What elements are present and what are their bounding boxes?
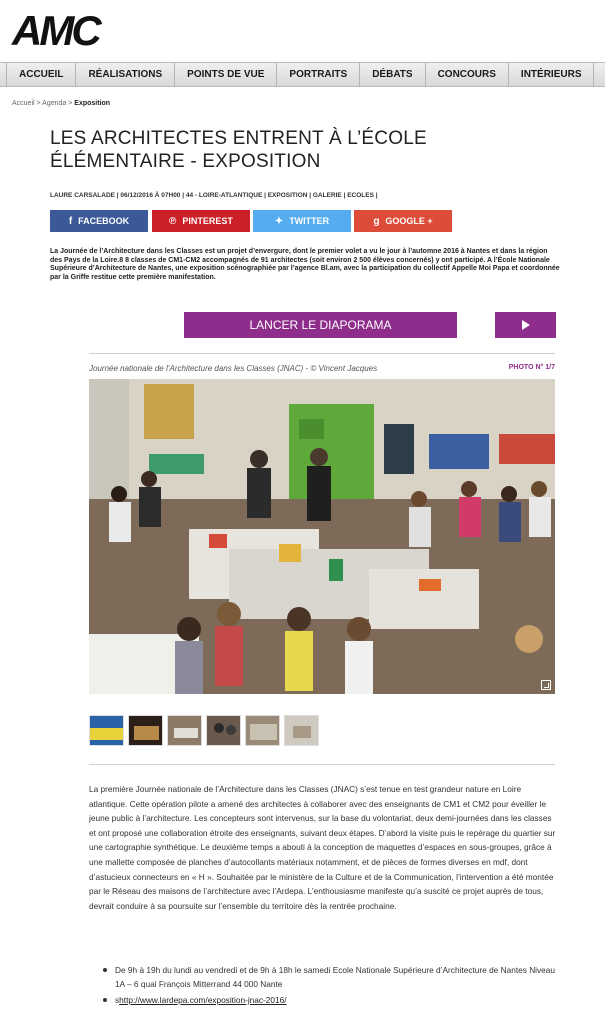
breadcrumb-separator: > [34,100,43,107]
nav-item-interieurs[interactable]: INTÉRIEURS [509,62,595,87]
thumbnail-5[interactable] [245,715,280,746]
nav-item-accueil[interactable]: ACCUEIL [6,62,76,87]
google-plus-icon: g [373,215,380,227]
exhibition-link[interactable]: http://www.lardepa.com/exposition-jnac-2016/ [119,995,287,1005]
next-slide-button[interactable] [495,312,556,338]
facebook-icon: f [68,215,73,227]
thumbnail-image [129,716,163,746]
photo-caption: Journée nationale de l’Architecture dans les Classes (JNAC) - © Vincent Jacques [89,364,378,373]
thumbnail-image [246,716,280,746]
thumbnail-image [207,716,241,746]
amc-logo-mark [10,8,122,50]
breadcrumb-home[interactable]: Accueil [12,100,35,107]
meta-tags: | 06/12/2016 À 07H00 | 44 - LOIRE-ATLANTIQUE | EXPOSITION | GALERIE | ECOLES | [115,192,378,199]
nav-item-realisations[interactable]: RÉALISATIONS [76,62,175,87]
facebook-share-button[interactable] [50,210,148,232]
thumbnail-image [285,716,319,746]
breadcrumb-separator: > [66,100,75,107]
article-intro: La Journée de l’Architecture dans les Classes est un projet d’envergure, dont le premier volet a vu le jour à l’automne 2016 à Nantes et dans la région des Pays de la Loire.8 8 classes de CM1-CM2 accompagnés de 91 architectes (soit environ 2 500 élèves concernés) y ont participé. A l’École Nationale Supérieure d’Architecture de Nantes, une exposition scénographiée par l’agence Bl.am, avec la participation du collectif Appelle Moi Papa et coordonnée par la Griffe restitue cette première manifestation. [50,248,560,282]
google-plus-share-button[interactable] [354,210,452,232]
main-photo[interactable] [89,379,555,694]
thumbnail-3[interactable] [167,715,202,746]
twitter-share-button[interactable] [253,210,351,232]
nav-item-portraits[interactable]: PORTRAITS [277,62,360,87]
link-prefix: s [115,995,120,1005]
page-title [50,127,570,173]
divider [89,353,555,354]
main-nav [0,62,605,87]
google-plus-label: GOOGLE + [385,216,433,226]
article-body: La première Journée nationale de l’Architecture dans les Classes (JNAC) s’est tenue en test grandeur nature en Loire atlantique. Cette opération pilote a amené des architectes à collaborer avec des enseignants de CM1 et CM2 pour éveiller le jeune public à l’architecture. Les concepteurs sont intervenus, sur la base du volontariat, deux demi-journées dans les classes et ont proposé une collaboration étroite des enseignants, suivant deux étapes. D’abord la visite puis le repérage du quartier sur une cartographie synthétique. Le deuxième temps a abouti à la conception de maquettes d’espaces en sous-groupes, grâce à une mallette composée de planches d’autocollants matériaux notamment, et de pièces de formes diverses en mdf, dont d’astucieux connecteurs en « H ». Souhaitée par le ministère de la Culture et de la Communication, l’intervention a été montée par le Réseau des maisons de l’architecture avec l’Ardepa. L’enthousiasme manifeste qu’a suscité ce projet auprès de tous, devrait conduire à sa poursuite sur l’ensemble du territoire dès la rentrée prochaine. [89,784,556,911]
nav-item-points-de-vue[interactable]: POINTS DE VUE [175,62,277,87]
thumbnail-1[interactable] [89,715,124,746]
nav-item-debats[interactable]: DÉBATS [360,62,425,87]
breadcrumb [12,100,110,107]
launch-slideshow-button[interactable]: LANCER LE DIAPORAMA [184,312,457,338]
expand-icon[interactable] [541,680,551,690]
thumbnail-strip [89,715,319,746]
play-arrow-icon [522,320,530,330]
article-meta [50,192,378,199]
classroom-photo [89,379,555,694]
divider [89,764,555,765]
list-item [103,993,558,1007]
pinterest-share-button[interactable] [152,210,250,232]
nav-item-concours[interactable]: CONCOURS [426,62,509,87]
amc-logo[interactable] [10,8,122,50]
pinterest-label: PINTEREST [182,216,233,226]
facebook-label: FACEBOOK [78,216,130,226]
info-list [103,963,558,1009]
thumbnail-6[interactable] [284,715,319,746]
breadcrumb-agenda[interactable]: Agenda [42,100,67,107]
list-item: De 9h à 19h du lundi au vendredi et de 9h à 18h le samedi Ecole Nationale Supérieure d’Architecture de Nantes Niveau 1A – 6 quai François Mitterrand 44 000 Nante [103,963,558,991]
thumbnail-2[interactable] [128,715,163,746]
title-line-1: LES ARCHITECTES ENTRENT À L’ÉCOLE [50,128,427,149]
thumbnail-image [168,716,202,746]
author-name[interactable]: LAURE CARSALADE [50,192,115,199]
photo-number: PHOTO N° 1/7 [508,364,555,371]
pinterest-icon: ℗ [169,215,177,227]
breadcrumb-current: Exposition [74,100,111,107]
thumbnail-image [90,716,124,746]
svg-text:AMC: AMC [12,8,99,50]
thumbnail-4[interactable] [206,715,241,746]
twitter-label: TWITTER [289,216,330,226]
title-line-2: ÉLÉMENTAIRE - EXPOSITION [50,151,321,172]
twitter-icon: ✦ [274,215,284,227]
